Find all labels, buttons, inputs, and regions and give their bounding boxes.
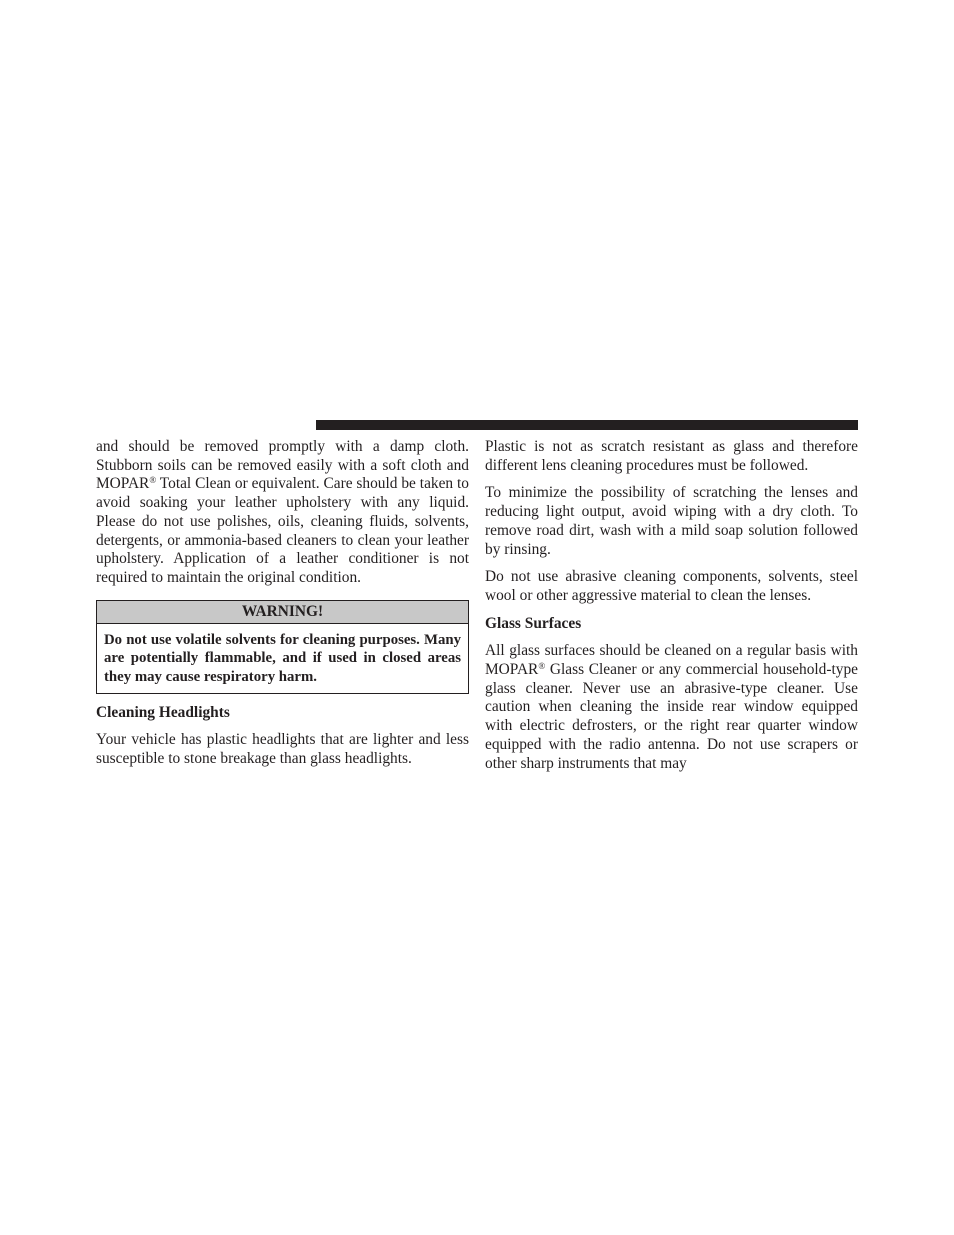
cleaning-headlights-heading: Cleaning Headlights bbox=[96, 703, 230, 721]
glass-surfaces-text: All glass surfaces should be cleaned on a regular basis with MOPAR® Glass Cleaner or any commercial household-type glass cleaner. Never use an abrasive-type cleaner. Use caution when cleaning the inside rear window equipped with electric defrosters, or the right rear quarter window equipped with the radio antenna. Do not use scrapers or other sharp instruments that may bbox=[485, 642, 858, 772]
glass-surfaces-heading: Glass Surfaces bbox=[485, 614, 582, 632]
warning-title: WARNING! bbox=[97, 601, 468, 624]
plastic-lens-paragraph: Plastic is not as scratch resistant as glass and therefore different lens cleaning procedures must be followed. bbox=[485, 438, 858, 474]
warning-body: Do not use volatile solvents for cleaning purposes. Many are potentially flammable, and if used in closed areas they may cause respiratory harm. bbox=[104, 631, 461, 686]
left-column bbox=[96, 438, 469, 769]
leather-care-paragraph: and should be removed promptly with a damp cloth. Stubborn soils can be removed easily with a soft cloth and MOPAR® Total Clean or equivalent. Care should be taken to avoid soaking your leather upholstery with any liquid. Please do not use polishes, oils, cleaning fluids, solvents, detergents, or ammonia-based cleaners to clean your leather upholstery. Application of a leather conditioner is not required to maintain the original condition. bbox=[96, 438, 469, 586]
section-header-bar bbox=[316, 420, 858, 430]
cleaning-headlights-text: Your vehicle has plastic headlights that are lighter and less susceptible to stone breakage than glass headlights. bbox=[96, 731, 469, 768]
registered-mark: ® bbox=[149, 475, 157, 486]
no-abrasive-paragraph: Do not use abrasive cleaning components, solvents, steel wool or other aggressive material to clean the lenses. bbox=[485, 568, 858, 604]
warning-box bbox=[96, 600, 469, 694]
right-column bbox=[485, 438, 858, 773]
registered-mark: ® bbox=[538, 661, 546, 672]
minimize-scratching-paragraph: To minimize the possibility of scratching the lenses and reducing light output, avoid wiping with a dry cloth. To remove road dirt, wash with a mild soap solution followed by rinsing. bbox=[485, 484, 858, 558]
